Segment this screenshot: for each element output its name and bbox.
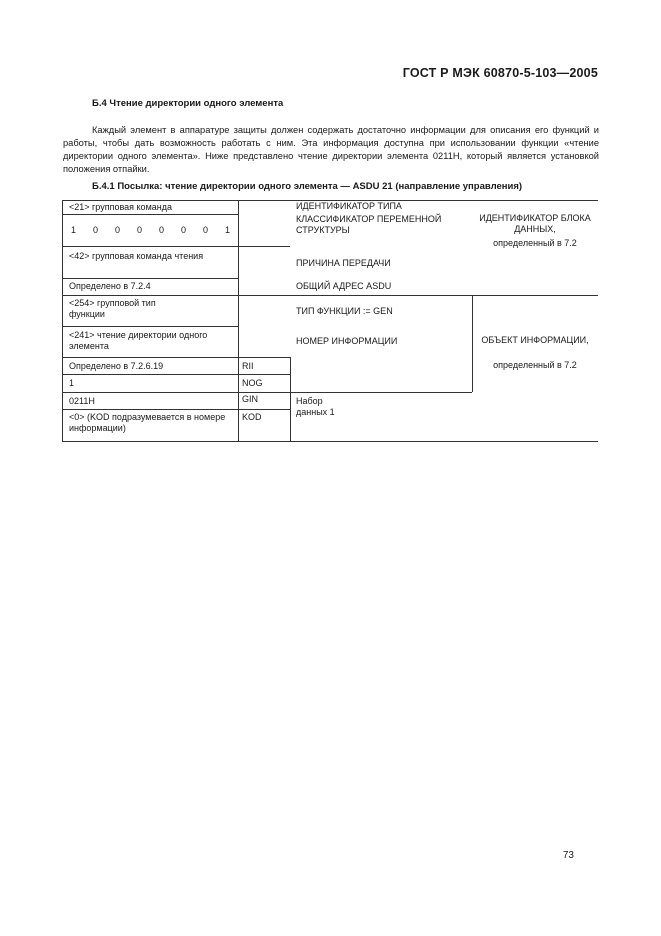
label-block-def: определенный в 7.2 xyxy=(493,238,577,248)
cell-group-read: <42> групповая команда чтения xyxy=(69,251,204,261)
cell-group-command: <21> групповая команда xyxy=(69,202,172,212)
label-inf: НОМЕР ИНФОРМАЦИИ xyxy=(296,336,398,346)
bit-4: 0 xyxy=(137,225,143,235)
bit-2: 0 xyxy=(93,225,99,235)
label-fun: ТИП ФУНКЦИИ := GEN xyxy=(296,306,393,316)
label-dataset: Набор данных 1 xyxy=(296,396,335,417)
table-caption: Б.4.1 Посылка: чтение директории одного элемента — ASDU 21 (направление управления) xyxy=(92,181,523,192)
cell-nog-code: NOG xyxy=(242,378,263,388)
bit-3: 0 xyxy=(115,225,121,235)
section-title: Б.4 Чтение директории одного элемента xyxy=(92,98,284,109)
cell-gin-code: GIN xyxy=(242,394,259,404)
cell-gin-value: 0211H xyxy=(69,396,95,406)
label-type-id: ИДЕНТИФИКАТОР ТИПА xyxy=(296,201,402,211)
page-number: 73 xyxy=(562,850,574,861)
cell-read-directory: <241> чтение директории одного элемента xyxy=(69,330,208,351)
standard-header: ГОСТ Р МЭК 60870-5-103—2005 xyxy=(402,66,598,80)
cell-kod-code: KOD xyxy=(242,412,262,422)
cell-rii-value: Определено в 7.2.6.19 xyxy=(69,361,164,371)
cell-kod-value: <0> (KOD подразумевается в номере информации) xyxy=(69,412,226,433)
label-obj: ОБЪЕКТ ИНФОРМАЦИИ, xyxy=(481,335,589,345)
label-common-addr: ОБЩИЙ АДРЕС ASDU xyxy=(296,281,392,291)
label-block-id: ИДЕНТИФИКАТОР БЛОКА ДАННЫХ, xyxy=(479,213,591,234)
cell-rii-code: RII xyxy=(242,361,254,371)
bit-8: 1 xyxy=(225,225,231,235)
cell-nog-value: 1 xyxy=(69,378,75,388)
bit-1: 1 xyxy=(71,225,77,235)
label-cause: ПРИЧИНА ПЕРЕДАЧИ xyxy=(296,258,391,268)
bit-7: 0 xyxy=(203,225,209,235)
cell-group-fun: <254> групповой тип функции xyxy=(69,298,156,319)
label-obj-def: определенный в 7.2 xyxy=(493,360,577,370)
body-text: Каждый элемент в аппаратуре защиты должен содержать достаточно информации для описания его функций и работы, чтобы дать возможность работать с ним. Эта информация доступна при использовании функции «чтение директории одного элемента». Ниже представлено чтение директории элемента 0211H, который является установкой положения отпайки. xyxy=(63,125,599,174)
cell-defined-724: Определено в 7.2.4 xyxy=(69,281,151,291)
bit-5: 0 xyxy=(159,225,165,235)
label-var-struct: КЛАССИФИКАТОР ПЕРЕМЕННОЙ СТРУКТУРЫ xyxy=(296,214,442,235)
bit-6: 0 xyxy=(181,225,187,235)
